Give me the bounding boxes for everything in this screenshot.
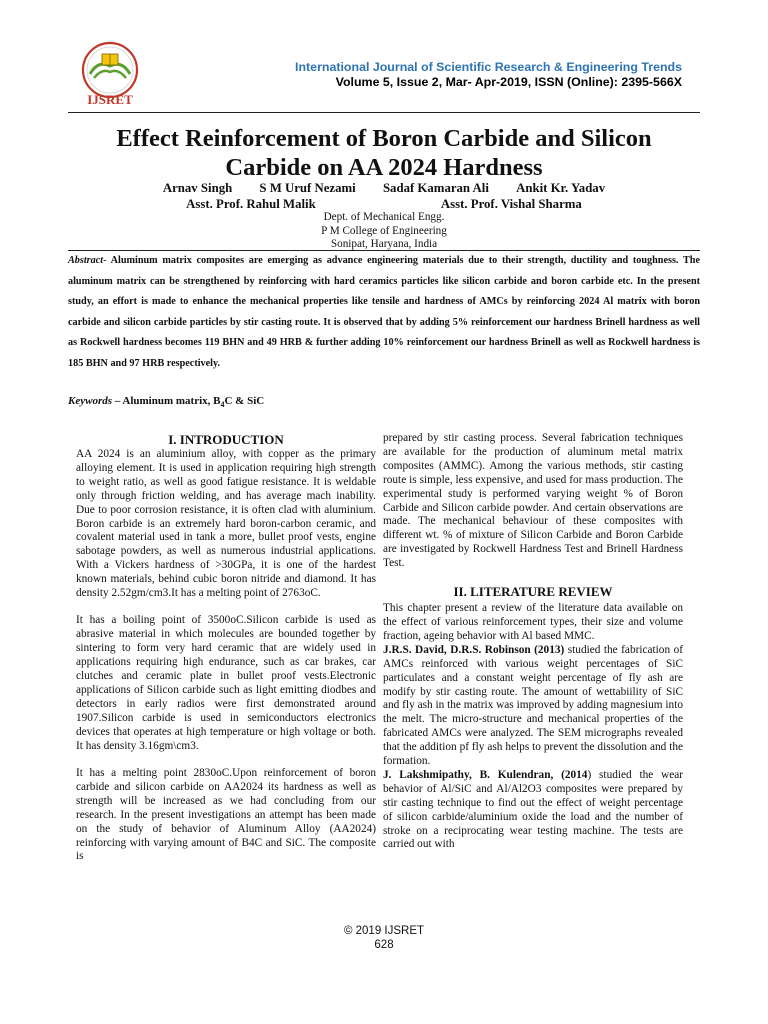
author-list — [60, 180, 708, 212]
header-rule — [68, 112, 700, 113]
section-heading-introduction: I. INTRODUCTION — [168, 432, 284, 447]
author-name: Ankit Kr. Yadav — [516, 181, 606, 195]
journal-logo — [68, 40, 152, 108]
authors-row-2 — [60, 196, 708, 212]
title-line-1: Effect Reinforcement of Boron Carbide and Silicon — [116, 125, 652, 152]
abstract — [68, 251, 700, 375]
body-paragraph: It has a melting point 2830oC.Upon reinforcement of boron carbide and silicon carbide on AA2024 its hardness as well as strength will be increased as we had concluding from our research. In the present investigations an attempt has been made on the study of behavior of Aluminum Alloy (AA2024) reinforcing with varying amount of B4C and SiC. The composite is — [76, 767, 376, 863]
journal-header — [295, 60, 682, 90]
abstract-label: Abstract — [68, 255, 104, 266]
abstract-text: - Aluminum matrix composites are emerging as advance engineering materials due to their strength, ductility and toughness. The aluminum matrix can be strengthened by reinforcing with hard ceramics particles like silicon carbide and boron carbide etc. In the present study, an effort is made to enhance the mechanical properties like tensile and hardness of AMCs by reinforcing 2024 Al matrix with boron carbide and silicon carbide particles by stir casting route. It is observed that by adding 5% reinforcement our hardness Brinell hardness as well as Rockwell hardness becomes 119 BHN and 49 HRB & further adding 10% reinforcement our hardness Brinell as well as Rockwell hardness is 185 BHN and 97 HRB respectively. — [68, 255, 700, 369]
page-footer — [300, 924, 468, 952]
reference-text: ) studied the wear behavior of Al/SiC and Al/Al2O3 composites were prepared by stir casting technique to find out the effect of weight percentage of silicon carbide/aluminium oxide the load and the number of stroke on a reciprocating wear testing machine. The tests are carried out with — [383, 768, 684, 851]
author-name: S M Uruf Nezami — [259, 181, 356, 195]
keywords-text: – Aluminum matrix, B — [112, 395, 221, 407]
affiliation-college: P M College of Engineering — [321, 224, 447, 237]
body-paragraph: prepared by stir casting process. Several fabrication techniques are available for the production of aluminum metal matrix composites (AMMC). Among the various methods, stir casting route is simple, less expensive, and used for mass production. The experimental study is performed varying weight % of Boron Carbide and Silicon carbide powder. And certain observations are made. The mechanical behaviour of these composites with different wt. % of mixture of Silicon Carbide and Boron Carbide are investigated by Rockwell Hardness Test and Brinell Hardness Test. — [383, 432, 683, 570]
right-column — [383, 432, 683, 852]
logo-text: IJSRET — [87, 92, 133, 107]
footer-copyright: © 2019 IJSRET — [343, 925, 425, 937]
body-paragraph: AA 2024 is an aluminium alloy, with copper as the primary alloying element. It is used in application requiring high strength to weight ratio, as well as good fatigue resistance. It is weldable only through friction welding, and has average mach inability. Due to poor corrosion resistance, it is often clad with aluminium. Boron carbide is an extremely hard boron-carbon ceramic, and covalent material used in tank a more, bullet proof vests, engine sabotage powders, as well as numerous industrial applications. With a Vickers hardness of >30GPa, it is one of the hardest known materials, behind cubic boron nitride and diamond. It has density 2.52gm/cm3.It has a melting point of 2763oC. — [76, 448, 376, 600]
body-paragraph: This chapter present a review of the literature data available on the effect of various reinforcement types, their size and volume fraction, ageing behavior with Al based MMC. — [383, 602, 683, 642]
title-line-2: Carbide on AA 2024 Hardness — [225, 154, 543, 181]
body-paragraph: It has a boiling point of 3500oC.Silicon carbide is used as abrasive material in which molecules are bounded together by sintering to form very hard ceramic that are widely used in applications requiring high endurance, such as car brakes, car clutches and ceramic plate in bullet proof vests.Electronic applications of Silicon carbide such as light emitting diodbes and detectors in early radios were first demonstrated around 1907.Silicon carbide is used in semiconductors electronics devices that operates at high temperature or high voltage or both. It has density 3.16gm\cm3. — [76, 614, 376, 752]
left-column — [76, 432, 376, 864]
authors-row-1 — [60, 180, 708, 196]
ijsret-emblem-icon — [68, 40, 152, 108]
affiliation — [60, 211, 708, 252]
journal-name: International Journal of Scientific Research & Engineering Trends — [295, 60, 682, 74]
author-name: Arnav Singh — [162, 181, 233, 195]
reference-authors: J. Lakshmipathy, B. Kulendran, (2014 — [383, 768, 588, 781]
paper-title — [60, 124, 708, 182]
page-number: 628 — [374, 939, 394, 951]
author-name: Asst. Prof. Rahul Malik — [186, 197, 316, 211]
keywords-text-end: C & SiC — [224, 395, 265, 407]
literature-entry — [383, 769, 683, 852]
affiliation-location: Sonipat, Haryana, India — [330, 238, 438, 251]
reference-text: studied the fabrication of AMCs reinforced with various weight percentages of SiC particulates and a constant weight percentage of fly ash are modify by stir casting route. The amount of wettabiility of SiC and fly ash in the matrix was improved by adding magnesium into the melt. The micro-structure and mechanical properties of the fabricated AMCs were analyzed. The SEM micrographs revealed that the addition pf fly ash helps to prevent the dissolution and the formation. — [383, 643, 683, 768]
journal-volume: Volume 5, Issue 2, Mar- Apr-2019, ISSN (Online): 2395-566X — [335, 75, 682, 89]
author-name: Sadaf Kamaran Ali — [382, 181, 489, 195]
literature-entry — [383, 644, 683, 769]
keywords-subscript: 4 — [220, 400, 225, 410]
author-name: Asst. Prof. Vishal Sharma — [440, 197, 582, 211]
keywords-label: Keywords — [68, 395, 112, 407]
affiliation-dept: Dept. of Mechanical Engg. — [323, 211, 445, 223]
keywords — [68, 395, 264, 409]
section-heading-literature-review: II. LITERATURE REVIEW — [453, 584, 613, 600]
reference-authors: J.R.S. David, D.R.S. Robinson (2013) — [383, 643, 565, 656]
